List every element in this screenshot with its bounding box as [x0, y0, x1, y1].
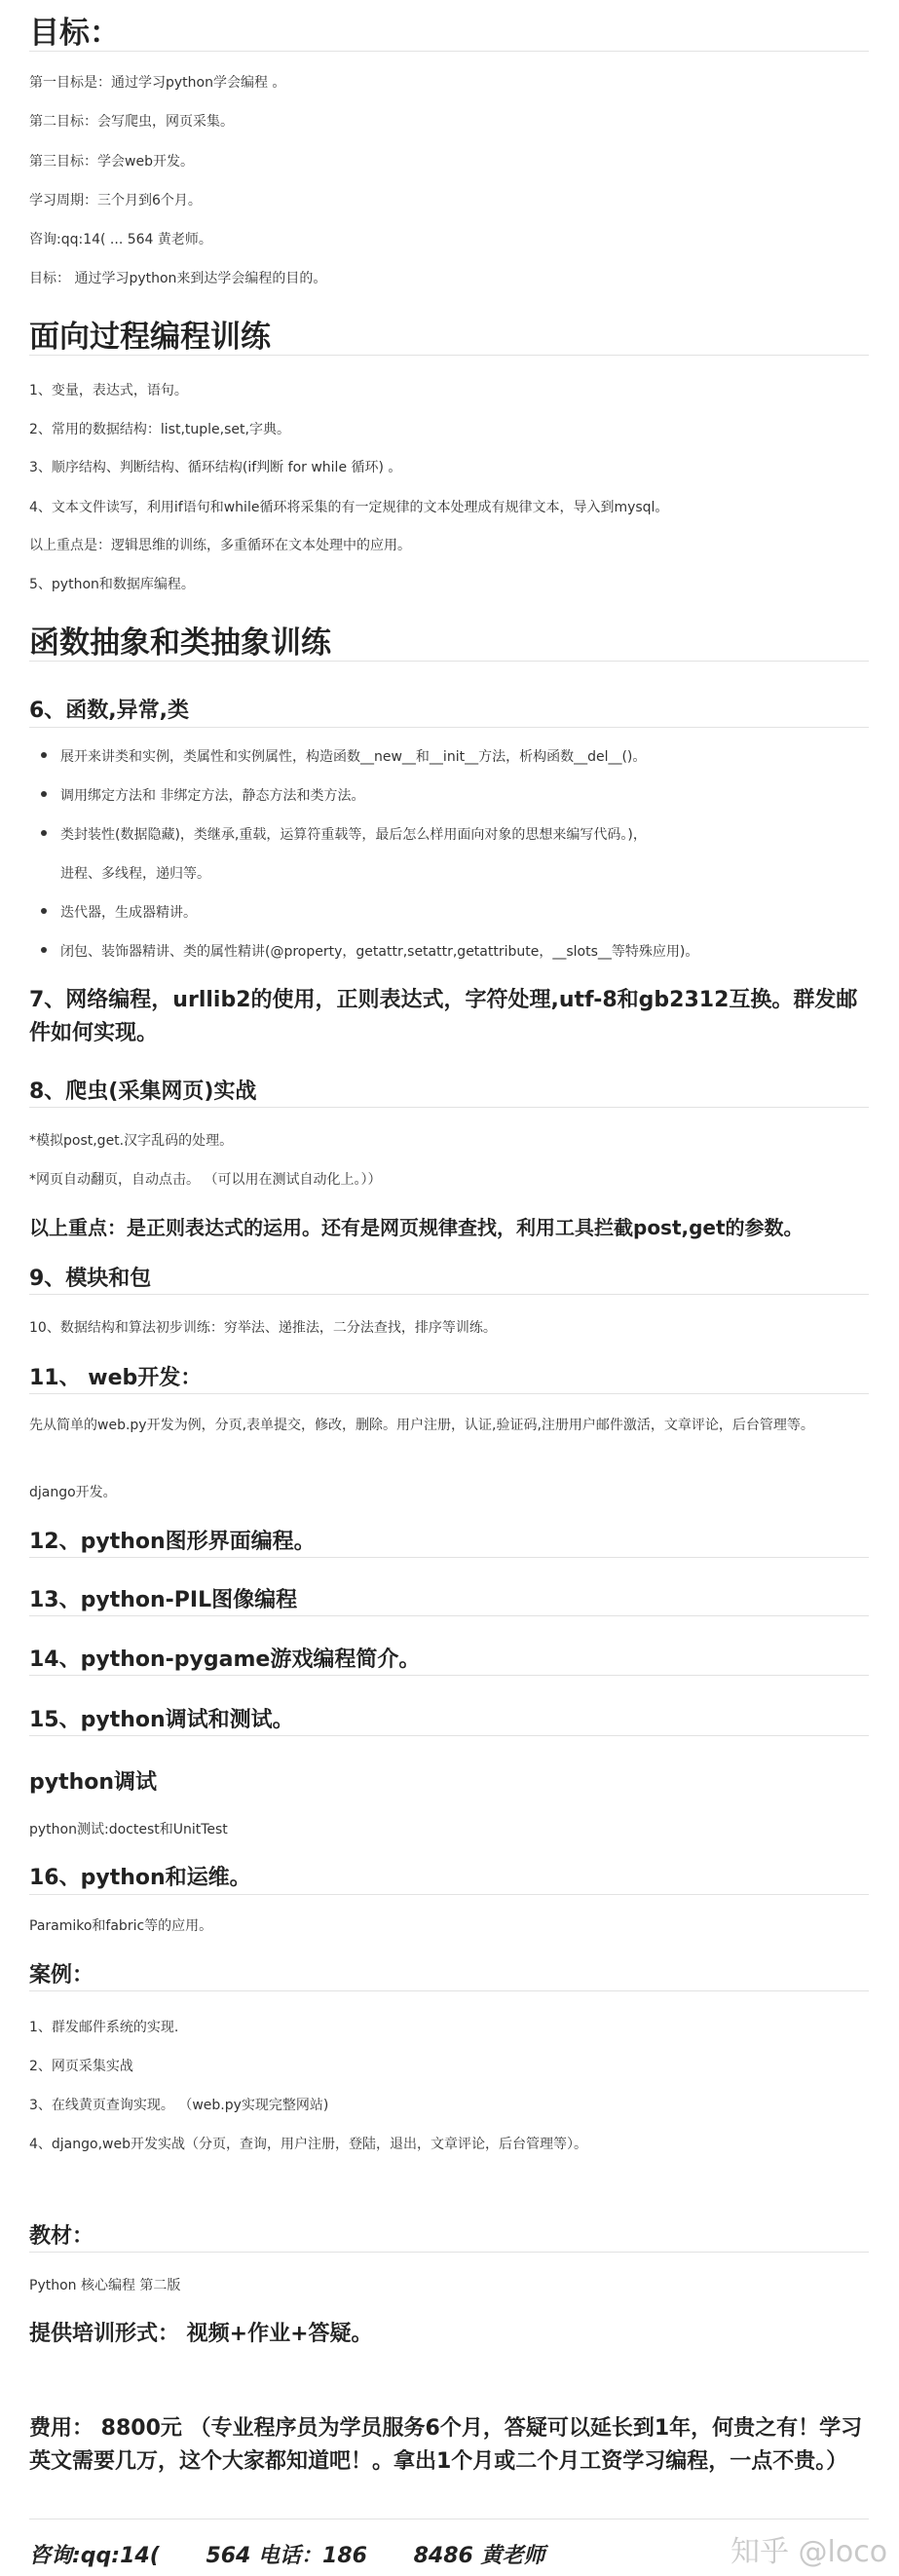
section-8-item: *网页自动翻页，自动点击。 （可以用在测试自动化上。）） — [29, 1172, 382, 1188]
divider — [29, 1557, 869, 1558]
bullet-item — [60, 902, 197, 922]
divider — [29, 1894, 869, 1895]
section-11-text: 先从简单的web.py开发为例，分页,表单提交，修改，删除。用户注册，认证,验证码,注册用户邮件激活，文章评论，后台管理等。 — [29, 1418, 814, 1433]
procedural-item: 2、常用的数据结构：list,tuple,set,字典。 — [29, 422, 290, 437]
case-item: 3、在线黄页查询实现。 （web.py实现完整网站) — [29, 2098, 329, 2113]
cases-heading: 案例： — [29, 1963, 94, 1988]
contact-qq: 咨询:qq:14( — [29, 2544, 160, 2568]
divider — [29, 1735, 869, 1736]
bullet-text: 闭包、装饰器精讲、类的属性精讲(@property，getattr,setattr,getattribute，__slots__等特殊应用)。 — [60, 944, 699, 960]
section-11-extra: django开发。 — [29, 1485, 117, 1500]
debug-heading: python调试 — [29, 1770, 158, 1795]
case-item: 2、网页采集实战 — [29, 2059, 133, 2074]
bullet-item — [60, 785, 364, 805]
divider — [29, 1990, 869, 1991]
procedural-heading: 面向过程编程训练 — [29, 320, 271, 355]
bullet-item — [60, 941, 698, 961]
section-7-heading: 7、网络编程，urllib2的使用，正则表达式，字符处理,utf-8和gb2312互换。群发邮件如何实现。 — [29, 988, 858, 1045]
bullet-dot — [41, 791, 47, 797]
bullet-continuation: 进程、多线程，递归等。 — [60, 866, 210, 882]
bullet-dot — [41, 947, 47, 953]
goal-item: 咨询:qq:14( ... 564 黄老师。 — [29, 232, 212, 247]
goal-item: 目标： 通过学习python来到达学会编程的目的。 — [29, 271, 327, 286]
contact-phone-tail: 8486 黄老师 — [413, 2544, 545, 2568]
section-8-emphasis: 以上重点：是正则表达式的运用。还有是网页规律查找，利用工具拦截post,get的参数。 — [29, 1216, 804, 1239]
case-item: 4、django,web开发实战（分页，查询，用户注册，登陆，退出，文章评论，后台管理等）。 — [29, 2137, 587, 2152]
section-9-item: 10、数据结构和算法初步训练：穷举法、递推法，二分法查找，排序等训练。 — [29, 1320, 497, 1336]
procedural-note: 以上重点是：逻辑思维的训练，多重循环在文本处理中的应用。 — [29, 538, 411, 553]
divider — [29, 2252, 869, 2253]
section-12-heading: 12、python图形界面编程。 — [29, 1530, 316, 1554]
contact-qq-phone: 564 电话：186 — [206, 2544, 367, 2568]
training-format: 提供培训形式： 视频+作业+答疑。 — [29, 2322, 373, 2346]
divider — [29, 1107, 869, 1108]
abstraction-heading: 函数抽象和类抽象训练 — [29, 625, 331, 661]
goal-item: 学习周期：三个月到6个月。 — [29, 193, 202, 208]
bullet-text: 展开来讲类和实例，类属性和实例属性，构造函数__new__和__init__方法，析构函数__del__()。 — [60, 749, 647, 765]
procedural-item: 4、文本文件读写，利用if语句和while循环将采集的有一定规律的文本处理成有规律文本，导入到mysql。 — [29, 500, 669, 515]
bullet-item — [60, 746, 646, 766]
section-14-heading: 14、python-pygame游戏编程简介。 — [29, 1648, 421, 1672]
bullet-text: 类封装性(数据隐藏)，类继承,重载，运算符重载等，最后怎么样用面向对象的思想来编写代码。)， — [60, 827, 647, 843]
divider — [29, 1393, 869, 1394]
textbook-heading: 教材： — [29, 2224, 94, 2249]
section-16-text: Paramiko和fabric等的应用。 — [29, 1918, 213, 1934]
section-15-heading: 15、python调试和测试。 — [29, 1708, 294, 1732]
procedural-item: 1、变量，表达式，语句。 — [29, 383, 188, 398]
goal-item: 第一目标是：通过学习python学会编程 。 — [29, 75, 286, 91]
bullet-dot — [41, 752, 47, 758]
section-8-heading: 8、爬虫(采集网页)实战 — [29, 1080, 257, 1104]
section-16-heading: 16、python和运维。 — [29, 1866, 251, 1890]
goals-heading: 目标： — [29, 16, 120, 51]
divider — [29, 1615, 869, 1616]
watermark-logo: 知乎 @loco — [730, 2535, 888, 2569]
section-13-heading: 13、python-PIL图像编程 — [29, 1588, 298, 1612]
fee-text: 费用： 8800元 （专业程序员为学员服务6个月，答疑可以延长到1年，何贵之有！学习英文需要几万，这个大家都知道吧！。拿出1个月或二个月工资学习编程，一点不贵。） — [29, 2416, 863, 2474]
bullet-text: 调用绑定方法和 非绑定方法，静态方法和类方法。 — [60, 788, 365, 804]
divider — [29, 661, 869, 662]
bullet-dot — [41, 908, 47, 914]
bullet-dot — [41, 830, 47, 836]
divider — [29, 51, 869, 52]
textbook-text: Python 核心编程 第二版 — [29, 2278, 181, 2293]
divider — [29, 355, 869, 356]
section-11-heading: 11、 web开发： — [29, 1366, 203, 1390]
section-6-heading: 6、函数,异常,类 — [29, 699, 190, 723]
procedural-item: 3、顺序结构、判断结构、循环结构(if判断 for while 循环) 。 — [29, 460, 402, 475]
divider — [29, 1675, 869, 1676]
divider — [29, 727, 869, 728]
bullet-text: 迭代器，生成器精讲。 — [60, 905, 197, 921]
procedural-item: 5、python和数据库编程。 — [29, 577, 195, 592]
section-9-heading: 9、模块和包 — [29, 1267, 152, 1291]
divider — [29, 1294, 869, 1295]
section-8-item: *模拟post,get.汉字乱码的处理。 — [29, 1133, 234, 1149]
debug-text: python测试:doctest和UnitTest — [29, 1822, 228, 1837]
goal-item: 第二目标：会写爬虫，网页采集。 — [29, 114, 234, 130]
goal-item: 第三目标：学会web开发。 — [29, 154, 194, 170]
bullet-item — [60, 824, 647, 844]
contact-line — [29, 2539, 545, 2569]
case-item: 1、群发邮件系统的实现. — [29, 2020, 179, 2035]
